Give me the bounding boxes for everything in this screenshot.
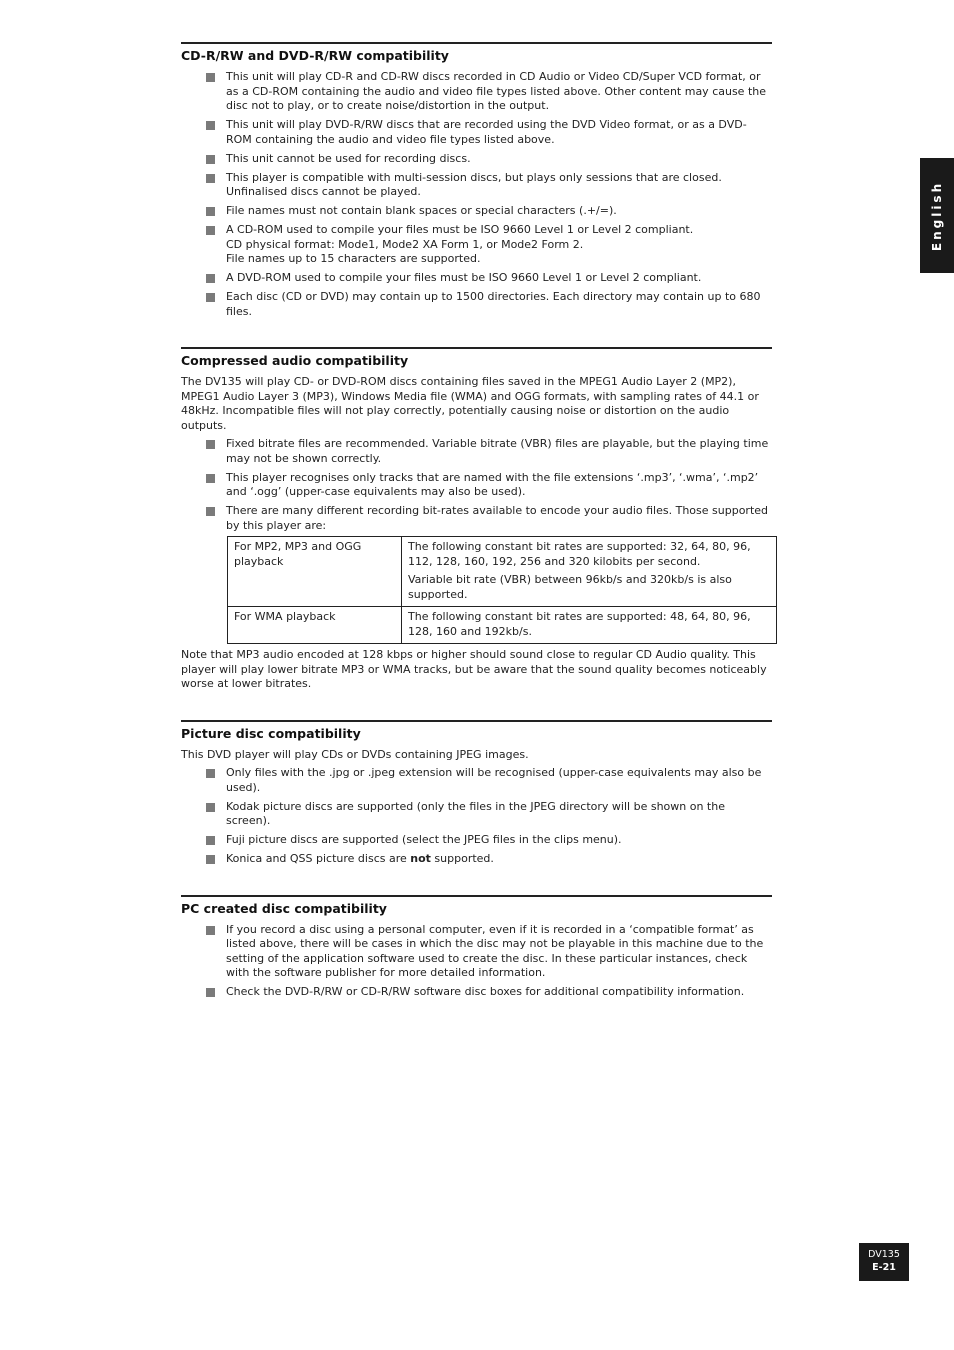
square-bullet-icon: [206, 73, 215, 82]
square-bullet-icon: [206, 803, 215, 812]
table-cell-description: The following constant bit rates are supported: 32, 64, 80, 96, 112, 128, 160, 192, 256 and 320 kilobits per second. Variable bit rate (VBR) between 96kb/s and 320kb/s is also supported.: [402, 537, 777, 607]
table-row: [228, 607, 777, 644]
intro-paragraph: The DV135 will play CD- or DVD-ROM discs containing files saved in the MPEG1 Audio Layer 2 (MP2), MPEG1 Audio Layer 3 (MP3), Windows Media file (WMA) and OGG formats, with sampling rates of 44.1 or 48kHz. Incompatible files will not play correctly, potentially causing noise or distortion on the audio outputs.: [181, 375, 759, 432]
list-item: File names must not contain blank spaces or special characters (.+/=).: [181, 204, 772, 219]
list-item: Fixed bitrate files are recommended. Variable bitrate (VBR) files are playable, but the playing time may not be shown correctly.: [181, 437, 772, 466]
emphasis-not: not: [410, 852, 431, 865]
language-label: English: [930, 180, 944, 251]
bullet-list: [181, 437, 772, 533]
intro-paragraph: This DVD player will play CDs or DVDs containing JPEG images.: [181, 747, 529, 761]
square-bullet-icon: [206, 440, 215, 449]
square-bullet-icon: [206, 769, 215, 778]
bitrate-table: [227, 536, 777, 644]
square-bullet-icon: [206, 855, 215, 864]
bullet-list: [181, 923, 772, 1000]
section-title: Picture disc compatibility: [181, 725, 361, 741]
section-title: Compressed audio compatibility: [181, 353, 409, 368]
table-cell-format: For WMA playback: [228, 607, 402, 644]
list-item: Each disc (CD or DVD) may contain up to 1500 directories. Each directory may contain up to 680 files.: [181, 290, 772, 319]
list-item: There are many different recording bit-rates available to encode your audio files. Those supported by this player are:: [181, 504, 772, 533]
section-cd-dvd-compat: [181, 42, 772, 319]
list-item: This player is compatible with multi-session discs, but plays only sessions that are closed. Unfinalised discs cannot be played.: [181, 171, 772, 200]
bullet-list: [181, 70, 772, 319]
note-paragraph: Note that MP3 audio encoded at 128 kbps or higher should sound close to regular CD Audio quality. This player will play lower bitrate MP3 or WMA tracks, but be aware that the sound quality becomes noticeably worse at lower bitrates.: [181, 648, 767, 690]
square-bullet-icon: [206, 926, 215, 935]
list-item: This unit will play DVD-R/RW discs that are recorded using the DVD Video format, or as a DVD-ROM containing the audio and video file types listed above.: [181, 118, 772, 147]
page-number-badge: [859, 1243, 909, 1281]
square-bullet-icon: [206, 226, 215, 235]
square-bullet-icon: [206, 988, 215, 997]
table-cell-description: The following constant bit rates are supported: 48, 64, 80, 96, 128, 160 and 192kb/s.: [402, 607, 777, 644]
list-item: This player recognises only tracks that are named with the file extensions ‘.mp3’, ‘.wma’, ‘.mp2’ and ‘.ogg’ (upper-case equivalents may also be used).: [181, 471, 772, 500]
page-content: [181, 42, 772, 1028]
square-bullet-icon: [206, 836, 215, 845]
square-bullet-icon: [206, 293, 215, 302]
section-title: PC created disc compatibility: [181, 900, 387, 916]
table-cell-format: For MP2, MP3 and OGG playback: [228, 537, 402, 607]
list-item: This unit will play CD-R and CD-RW discs recorded in CD Audio or Video CD/Super VCD format, or as a CD-ROM containing the audio and video file types listed above. Other content may cause the disc not to play, or to create noise/distortion in the output.: [181, 70, 772, 114]
section-title: CD-R/RW and DVD-R/RW compatibility: [181, 48, 449, 63]
list-item: Fuji picture discs are supported (select the JPEG files in the clips menu).: [181, 833, 772, 848]
list-item: Check the DVD-R/RW or CD-R/RW software disc boxes for additional compatibility information.: [181, 985, 772, 1000]
language-tab: [920, 158, 954, 273]
section-compressed-audio: [181, 347, 772, 692]
list-item: Only files with the .jpg or .jpeg extension will be recognised (upper-case equivalents may also be used).: [181, 766, 772, 795]
list-item: Kodak picture discs are supported (only the files in the JPEG directory will be shown on the screen).: [181, 800, 772, 829]
square-bullet-icon: [206, 507, 215, 516]
list-item: This unit cannot be used for recording discs.: [181, 152, 772, 167]
list-item: Konica and QSS picture discs are not supported.: [181, 852, 772, 867]
square-bullet-icon: [206, 121, 215, 130]
list-item: A DVD-ROM used to compile your files must be ISO 9660 Level 1 or Level 2 compliant.: [181, 271, 772, 286]
model-name: DV135: [868, 1249, 900, 1260]
bullet-list: [181, 766, 772, 867]
table-row: [228, 537, 777, 607]
square-bullet-icon: [206, 274, 215, 283]
list-item: A CD-ROM used to compile your files must be ISO 9660 Level 1 or Level 2 compliant. CD physical format: Mode1, Mode2 XA Form 1, or Mode2 Form 2. File names up to 15 characters are supported.: [181, 223, 772, 267]
list-item: If you record a disc using a personal computer, even if it is recorded in a ‘compatible format’ as listed above, there will be cases in which the disc may not be playable in this machine due to the setting of the application software used to create the disc. In these particular instances, check with the software publisher for more detailed information.: [181, 923, 772, 981]
section-pc-created-disc: [181, 895, 772, 1000]
section-picture-disc: [181, 720, 772, 867]
square-bullet-icon: [206, 174, 215, 183]
square-bullet-icon: [206, 207, 215, 216]
square-bullet-icon: [206, 155, 215, 164]
square-bullet-icon: [206, 474, 215, 483]
page-number: E-21: [872, 1262, 896, 1273]
